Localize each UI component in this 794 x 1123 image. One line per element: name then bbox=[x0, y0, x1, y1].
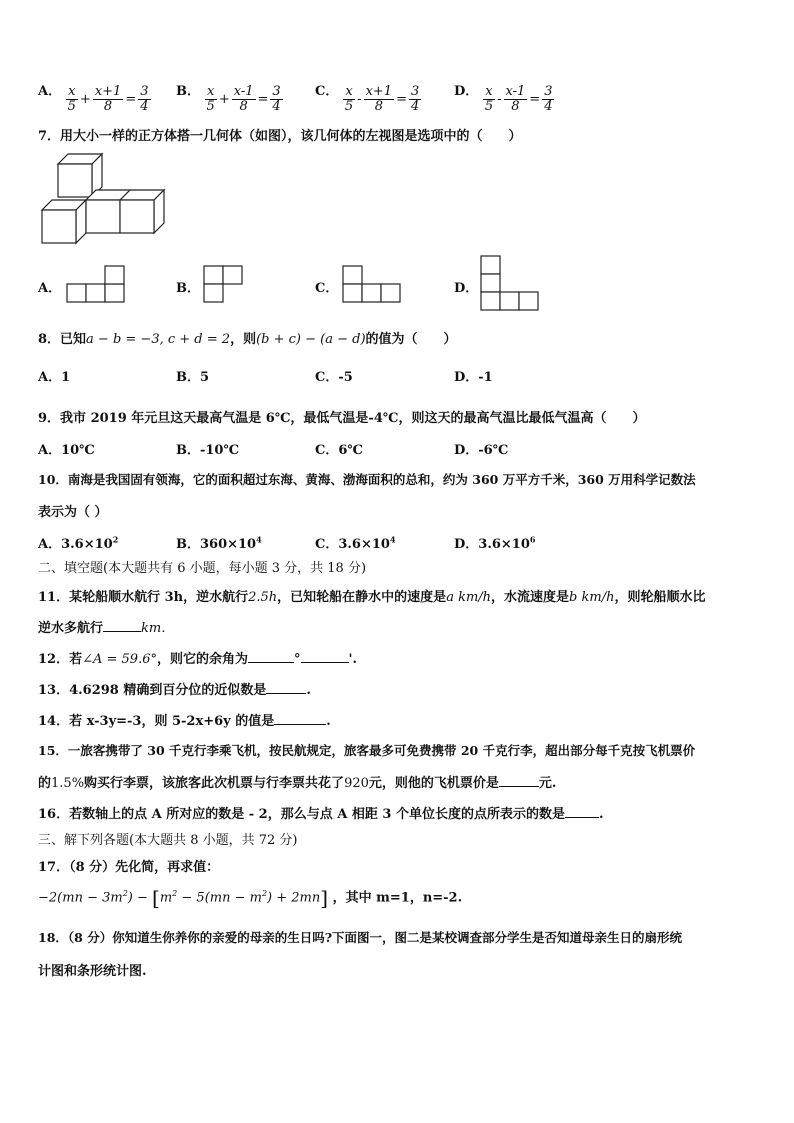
math-expression: (b + c) − (a − d) bbox=[256, 332, 366, 347]
q8-option-b: B．5 bbox=[176, 370, 210, 385]
answer-blank bbox=[301, 662, 349, 663]
answer-blank bbox=[565, 817, 599, 818]
fraction: $\frac{3}{4}$ bbox=[140, 84, 149, 114]
q8-stem: 8．已知a − b = −3, c + d = 2，则(b + c) − (a − d)的值为（ ） bbox=[38, 332, 457, 347]
fraction: $\frac{x+1}{8}$ bbox=[365, 84, 393, 114]
q10-stem-line2: 表示为（ ） bbox=[38, 505, 108, 520]
q11-stem-line1: 11．某轮船顺水航行 3h，逆水航行2.5h，已知轮船在静水中的速度是a km/h，水流速度是b km/h，则轮船顺水比 bbox=[38, 590, 706, 605]
option-c-view-figure bbox=[342, 266, 404, 304]
fraction: $\frac{x}{5}$ bbox=[484, 84, 494, 114]
q18-stem-line2: 计图和条形统计图. bbox=[38, 964, 147, 979]
q11-stem-line2: 逆水多航行 km． bbox=[38, 621, 175, 636]
math-expression: ∠A = 59.6° bbox=[82, 652, 157, 667]
q7-option-a-label: A． bbox=[38, 281, 62, 296]
q7-option-c-label: C． bbox=[315, 281, 339, 296]
q9-option-a: A．10℃ bbox=[38, 443, 95, 458]
answer-blank bbox=[103, 631, 141, 632]
fraction: $\frac{3}{4}$ bbox=[410, 84, 420, 114]
answer-blank bbox=[499, 786, 539, 787]
option-d-view-figure bbox=[480, 256, 542, 314]
q10-option-d: D．$3.6\times 10^6$ bbox=[454, 534, 536, 552]
option-label: C． bbox=[315, 84, 339, 99]
q15-stem-line1: 15．一旅客携带了 30 千克行李乘飞机，按民航规定，旅客最多可免费携带 20 千克行李，超出部分每千克按飞机票价 bbox=[38, 743, 696, 758]
q6-option-c: C． $\frac{x}{5}$ - $\frac{x+1}{8}$ = $\frac{3}{4}$ bbox=[315, 84, 420, 114]
q8-option-a: A．1 bbox=[38, 370, 71, 385]
answer-blank bbox=[266, 693, 306, 694]
fraction: $\frac{3}{4}$ bbox=[272, 84, 281, 114]
option-label: D． bbox=[454, 84, 479, 99]
math-expression: a − b = −3, c + d = 2 bbox=[86, 332, 231, 347]
fraction: $\frac{3}{4}$ bbox=[544, 84, 553, 114]
q10-option-c: C．$3.6\times 10^4$ bbox=[315, 534, 396, 552]
q7-stem: 7．用大小一样的正方体搭一几何体（如图），该几何体的左视图是选项中的（ ） bbox=[38, 129, 522, 144]
answer-blank bbox=[274, 724, 326, 725]
q18-stem-line1: 18．（8 分）你知道生你养你的亲爱的母亲的生日吗?下面图一，图二是某校调查部分学生是否知道母亲生日的扇形统 bbox=[38, 930, 683, 945]
q10-option-b: B．$360\times 10^4$ bbox=[176, 534, 262, 552]
q12-stem: 12．若∠A = 59.6°，则它的余角为 ° '. bbox=[38, 652, 358, 667]
option-a-view-figure bbox=[66, 266, 128, 304]
option-b-view-figure bbox=[203, 266, 245, 304]
q17-stem: 17．（8 分）先化简，再求值： bbox=[38, 860, 220, 875]
q14-stem: 14．若 x-3y=-3，则 5-2x+6y 的值是 . bbox=[38, 714, 331, 729]
q9-option-b: B．-10℃ bbox=[176, 443, 240, 458]
q13-stem: 13．4.6298 精确到百分位的近似数是 . bbox=[38, 683, 311, 698]
q9-stem: 9．我市 2019 年元旦这天最高气温是 6℃，最低气温是-4℃，则这天的最高气温比最低气温高（ ） bbox=[38, 411, 646, 426]
q6-option-a: A． $\frac{x}{5}$ + $\frac{x+1}{8}$ = $\frac{3}{4}$ bbox=[38, 84, 149, 114]
q9-option-c: C．6℃ bbox=[315, 443, 363, 458]
answer-blank bbox=[248, 662, 294, 663]
cube-structure-figure bbox=[40, 152, 180, 252]
fraction: $\frac{x}{5}$ bbox=[67, 84, 76, 114]
fraction: $\frac{x-1}{8}$ bbox=[233, 84, 254, 114]
fraction: $\frac{x}{5}$ bbox=[206, 84, 215, 114]
option-label: A． bbox=[38, 84, 62, 99]
q10-option-a: A．$3.6\times 10^2$ bbox=[38, 534, 119, 552]
fraction: $\frac{x+1}{8}$ bbox=[94, 84, 122, 114]
fraction: $\frac{x}{5}$ bbox=[344, 84, 354, 114]
q6-option-b: B． $\frac{x}{5}$ + $\frac{x-1}{8}$ = $\frac{3}{4}$ bbox=[176, 84, 281, 114]
option-label: B． bbox=[176, 84, 200, 99]
q8-option-c: C．-5 bbox=[315, 370, 353, 385]
q17-expression: $-2(mn - 3m^2) - [m^2 - 5(mn - m^2) + 2mn]$ ，其中 m=1，n=-2. bbox=[38, 886, 463, 910]
q9-option-d: D．-6℃ bbox=[454, 443, 509, 458]
q7-option-d-label: D． bbox=[454, 281, 479, 296]
section-2-heading: 二、填空题(本大题共有 6 小题，每小题 3 分，共 18 分) bbox=[38, 561, 367, 576]
q7-option-b-label: B． bbox=[176, 281, 200, 296]
q15-stem-line2: 的1.5%购买行李票，该旅客此次机票与行李票共花了920元，则他的飞机票价是 元. bbox=[38, 776, 557, 791]
q6-option-d: D． $\frac{x}{5}$ - $\frac{x-1}{8}$ = $\frac{3}{4}$ bbox=[454, 84, 553, 114]
fraction: $\frac{x-1}{8}$ bbox=[505, 84, 526, 114]
q16-stem: 16．若数轴上的点 A 所对应的数是 - 2，那么与点 A 相距 3 个单位长度的点所表示的数是 . bbox=[38, 807, 604, 822]
section-3-heading: 三、解下列各题(本大题共 8 小题，共 72 分) bbox=[38, 833, 298, 848]
q8-option-d: D．-1 bbox=[454, 370, 493, 385]
q10-stem-line1: 10．南海是我国固有领海，它的面积超过东海、黄海、渤海面积的总和，约为 360 万平方千米，360 万用科学记数法 bbox=[38, 472, 696, 487]
